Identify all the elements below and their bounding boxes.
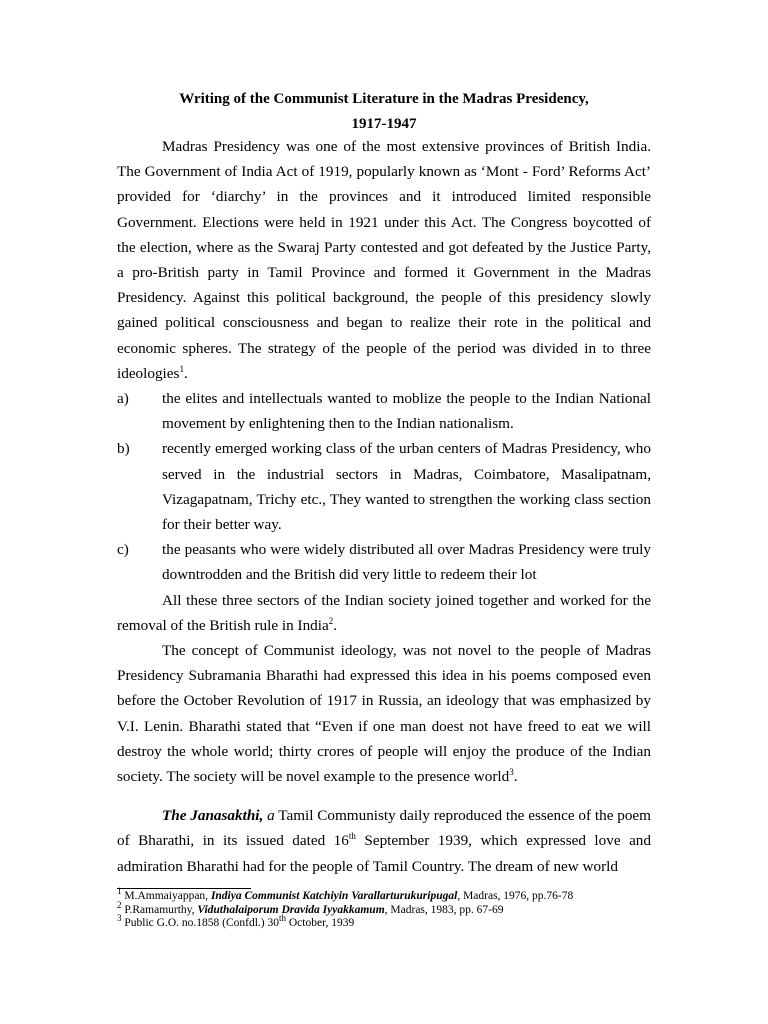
list-item-b: b) recently emerged working class of the urban centers of Madras Presidency, who served in the industrial sectors in Madras, Coimbatore, Masalipatnam, Vizagapatnam, Trichy etc., They wanted to strengthen the working class section for their better way. <box>117 440 651 534</box>
footnote-ref-3: 3 <box>509 767 514 778</box>
footnotes <box>117 886 677 931</box>
list-item-c: c) the peasants who were widely distributed all over Madras Presidency were truly downtrodden and the British did very little to redeem their lot <box>117 541 651 584</box>
paragraph-4: The Janasakthi, a Tamil Communisty daily reproduced the essence of the poem of Bharathi, in its issued dated 16th September 1939, which expressed love and admiration Bharathi had for the people of Tamil Country. The dream of new world <box>117 807 651 875</box>
paragraph-gap <box>117 789 651 803</box>
footnote-ref-1: 1 <box>179 363 184 374</box>
footnote-1: $^1$ M.Ammaiyappan, Indiya Communist Katchiyin Varallarturukuripugal, Madras, 1976, pp.76-78 <box>117 886 574 902</box>
footnote-separator <box>117 888 251 889</box>
paragraph-2: All these three sectors of the Indian society joined together and worked for the removal of the British rule in India$^2$. <box>117 591 651 634</box>
body-text <box>117 134 651 879</box>
footnote-3: $^3$ Public G.O. no.1858 (Confdl.) 30th October, 1939 <box>117 913 355 929</box>
paragraph-3: The concept of Communist ideology, was not novel to the people of Madras Presidency Subramania Bharathi had expressed this idea in his poems composed even before the October Revolution of 1917 in Russia, an ideology that was emphasized by V.I. Lenin. Bharathi stated that “Even if one man doest not have freed to eat we will destroy the whole world; thirty crores of people will enjoy the produce of the Indian society. The society will be novel example to the presence world$^3$. <box>117 642 651 786</box>
title-line-1: Writing of the Communist Literature in the Madras Presidency, <box>179 91 589 107</box>
footnote-ref-2: 2 <box>328 615 334 626</box>
list-item-a: a) the elites and intellectuals wanted to moblize the people to the Indian National movement by enlightening then to the Indian nationalism. <box>117 390 651 433</box>
paragraph-1: Madras Presidency was one of the most extensive provinces of British India. The Government of India Act of 1919, popularly known as ‘Mont - Ford’ Reforms Act’ provided for ‘diarchy’ in the provinces and it introduced limited responsible Government. Elections were held in 1921 under this Act. The Congress boycotted of the election, where as the Swaraj Party contested and got defeated by the Justice Party, a pro-British party in Tamil Province and formed it Government in the Madras Presidency. Against this political background, the people of this presidency slowly gained political consciousness and began to realize their rote in the political and economic spheres. The strategy of the people of the period was divided in to three ideologies$^1$. <box>117 138 651 382</box>
footnote-2: $^2$ P.Ramamurthy, Viduthalaiporum Dravida Iyyakkamum, Madras, 1983, pp. 67-69 <box>117 899 504 916</box>
title-line-2: 1917-1947 <box>351 116 417 132</box>
